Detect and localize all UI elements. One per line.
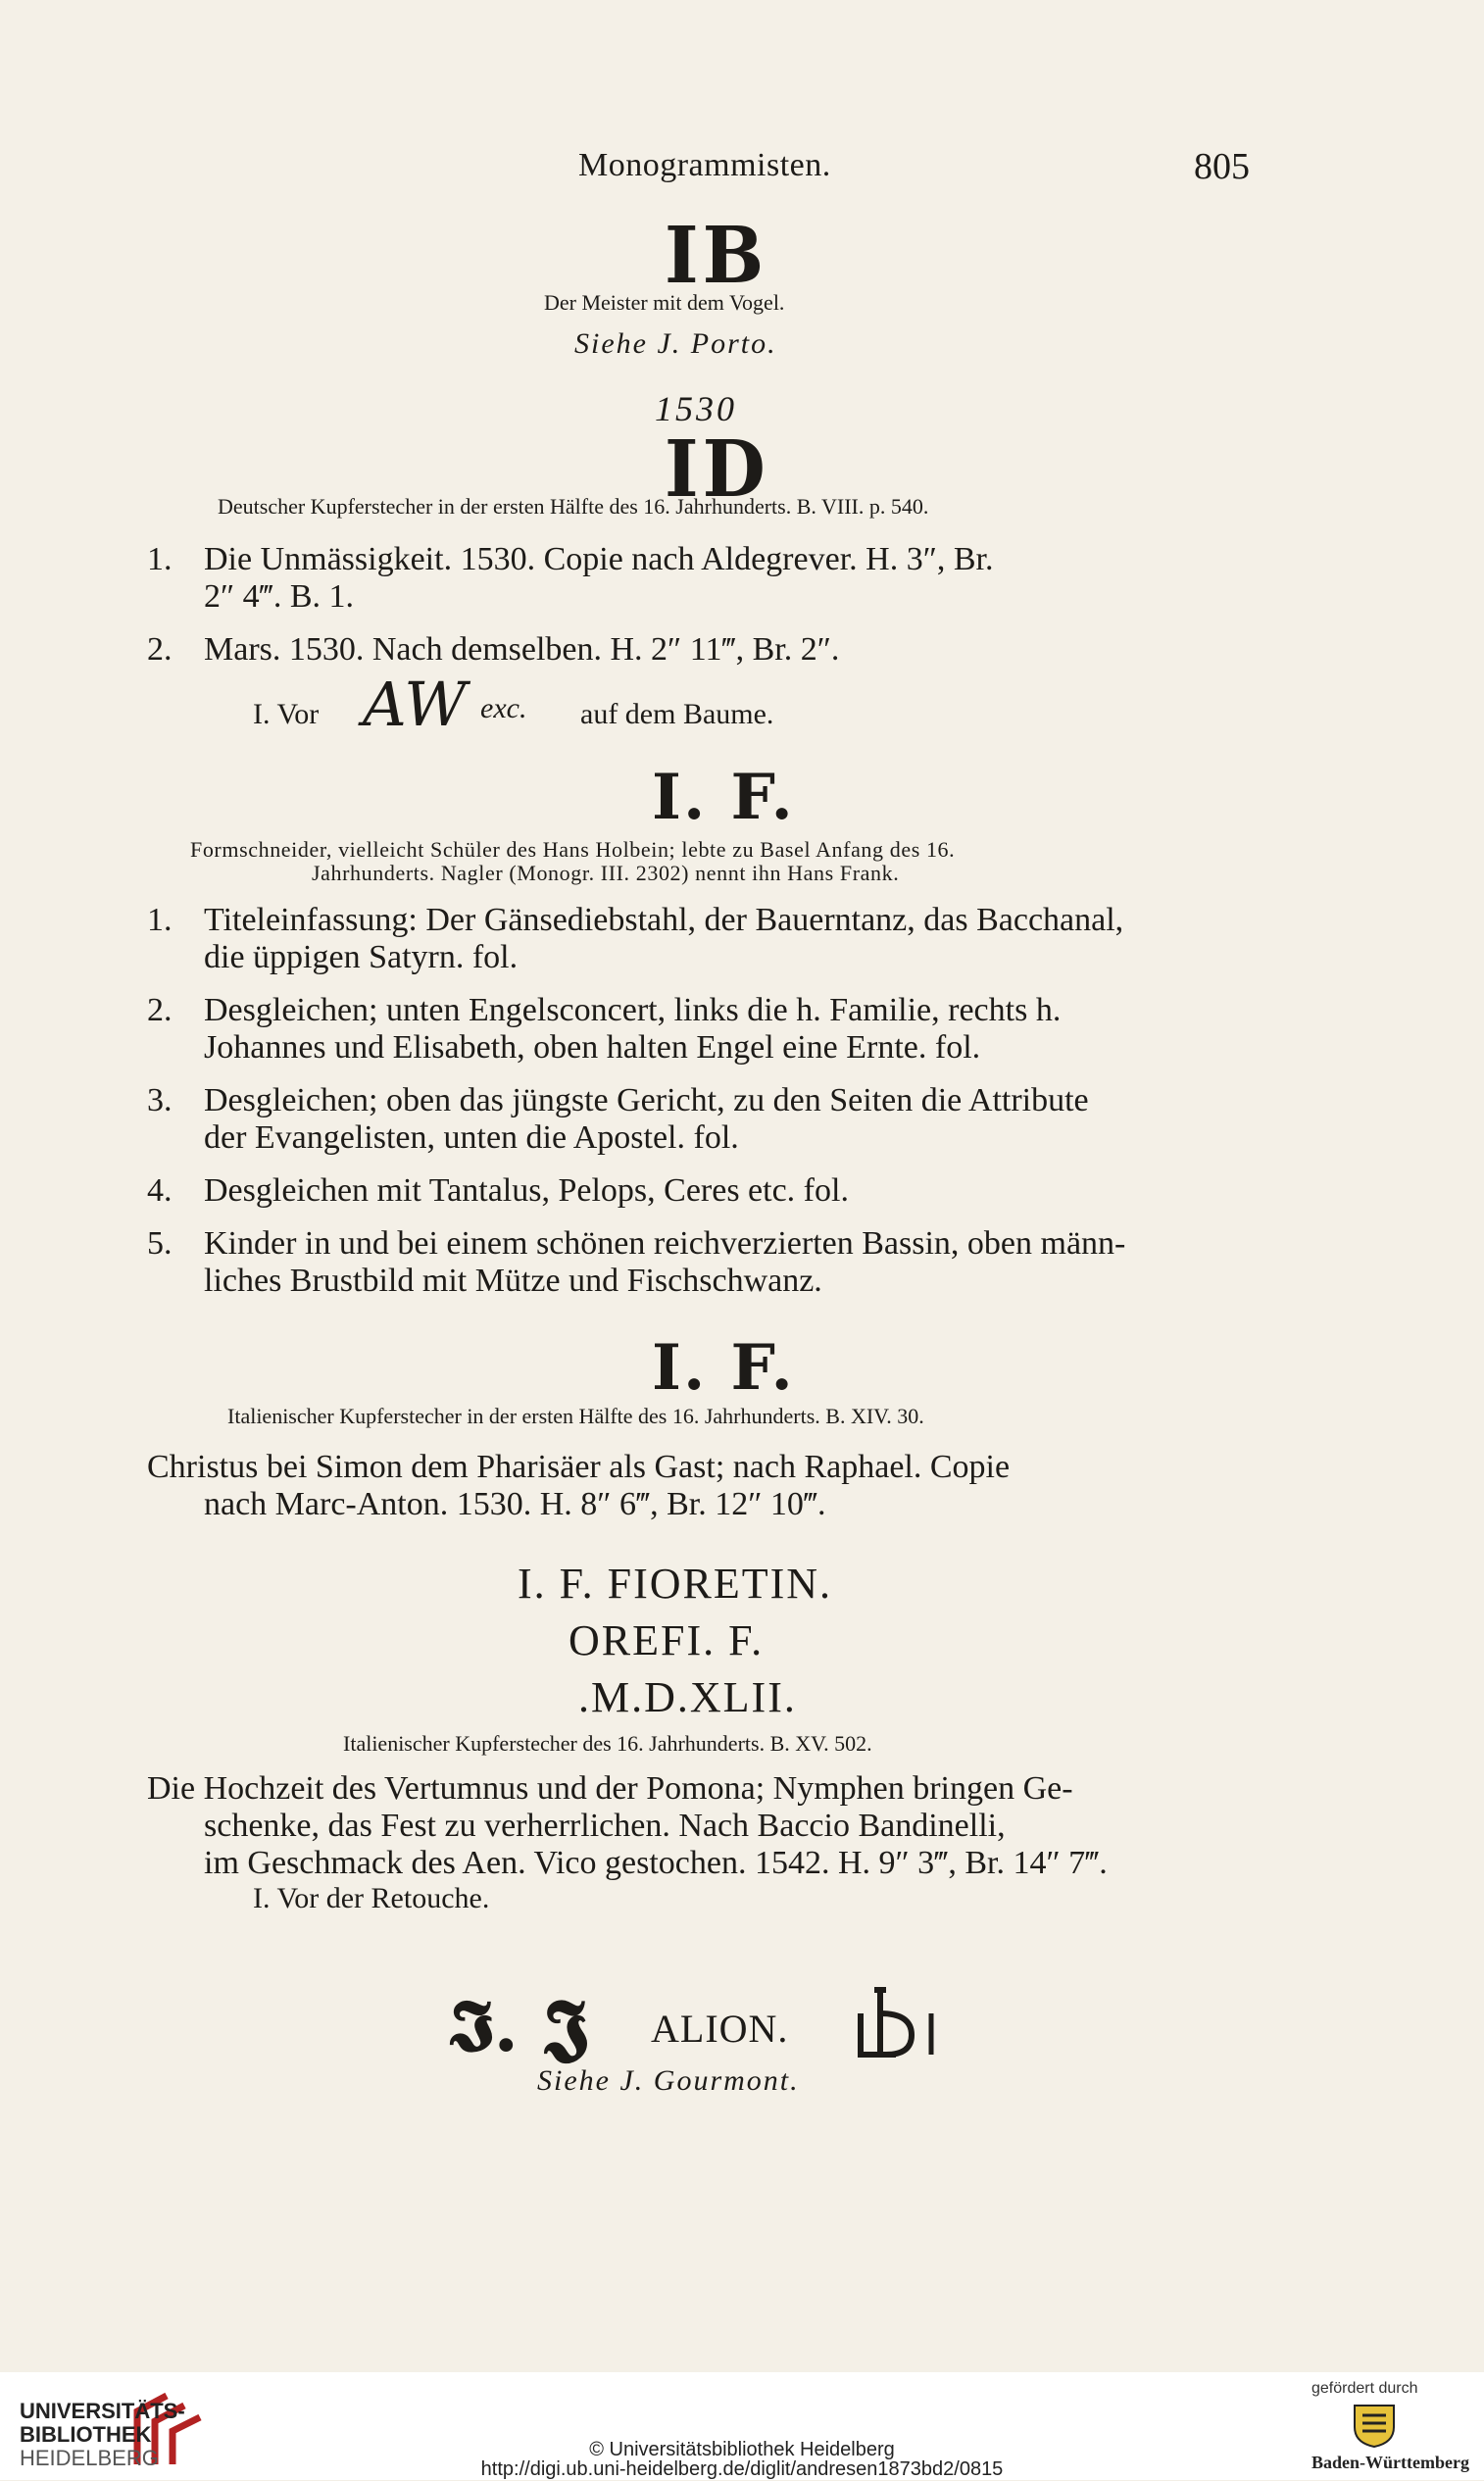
ib-see-reference: Siehe J. Porto. — [574, 327, 777, 360]
if-caption-line: Jahrhunderts. Nagler (Monogr. III. 2302) nennt ihn Hans Frank. — [312, 861, 900, 885]
fioretin-title-line: .M.D.XLII. — [578, 1673, 797, 1721]
entry-number: 1. — [147, 541, 173, 577]
state-suffix: auf dem Baume. — [580, 698, 774, 730]
entry-line: Titeleinfassung: Der Gänsediebstahl, der Bauerntanz, das Bacchanal, — [204, 902, 1124, 938]
entry-line: im Geschmack des Aen. Vico gestochen. 1542. H. 9″ 3‴, Br. 14″ 7‴. — [204, 1845, 1108, 1881]
fioretin-title-line: OREFI. F. — [569, 1616, 765, 1664]
entry-line: die üppigen Satyrn. fol. — [204, 939, 519, 975]
entry-number: 3. — [147, 1082, 173, 1118]
id-caption: Deutscher Kupferstecher in der ersten Hälfte des 16. Jahrhunderts. B. VIII. p. 540. — [218, 494, 929, 519]
entry-number: 2. — [147, 992, 173, 1028]
running-header: Monogrammisten. — [578, 147, 831, 183]
entry-line: Johannes und Elisabeth, oben halten Engel eine Ernte. fol. — [204, 1029, 981, 1066]
fioretin-caption: Italienischer Kupferstecher des 16. Jahrhunderts. B. XV. 502. — [343, 1731, 872, 1756]
entry-number: 1. — [147, 902, 173, 938]
library-name-line: HEIDELBERG — [20, 2446, 159, 2470]
monogram-if: I. F. — [652, 1331, 795, 1405]
fioretin-title-line: I. F. FIORETIN. — [518, 1560, 833, 1608]
entry-line: 2″ 4‴. B. 1. — [204, 578, 354, 615]
entry-number: 2. — [147, 631, 173, 668]
alion-name: ALION. — [651, 2007, 789, 2051]
ib-caption: Der Meister mit dem Vogel. — [544, 290, 785, 315]
entry-line: Kinder in und bei einem schönen reichverzierten Bassin, oben männ- — [204, 1225, 1126, 1262]
entry-line: Die Hochzeit des Vertumnus und der Pomona; Nymphen bringen Ge- — [147, 1770, 1073, 1807]
funded-by-label: gefördert durch — [1311, 2380, 1418, 2397]
entry-line: Die Unmässigkeit. 1530. Copie nach Aldegrever. H. 3″, Br. — [204, 541, 994, 577]
alion-gothic-mark: 𝕴. 𝕵 — [449, 1984, 589, 2068]
baden-wuerttemberg-coat-of-arms-icon — [1345, 2402, 1404, 2449]
if2-caption: Italienischer Kupferstecher in der ersten Hälfte des 16. Jahrhunderts. B. XIV. 30. — [227, 1404, 924, 1428]
sponsor-name: Baden-Württemberg — [1311, 2453, 1469, 2472]
alion-see-reference: Siehe J. Gourmont. — [537, 2064, 800, 2097]
alion-ligature-mark-icon — [851, 1984, 949, 2062]
entry-line: schenke, das Fest zu verherrlichen. Nach Baccio Bandinelli, — [204, 1808, 1006, 1844]
if-caption-line: Formschneider, vielleicht Schüler des Hans Holbein; lebte zu Basel Anfang des 16. — [190, 837, 956, 862]
aw-signature-mark: AW — [363, 669, 467, 740]
entry-number: 4. — [147, 1172, 173, 1209]
page-number: 805 — [1194, 146, 1250, 187]
fioretin-state: I. Vor der Retouche. — [253, 1882, 490, 1914]
id-year: 1530 — [655, 389, 737, 428]
entry-line: der Evangelisten, unten die Apostel. fol. — [204, 1119, 739, 1156]
state-prefix: I. Vor — [253, 698, 320, 730]
entry-line: liches Brustbild mit Mütze und Fischschwanz. — [204, 1263, 822, 1299]
monogram-ib: IB — [665, 210, 768, 302]
entry-line: Desgleichen mit Tantalus, Pelops, Ceres etc. fol. — [204, 1172, 849, 1209]
monogram-if: I. F. — [652, 761, 795, 834]
entry-number: 5. — [147, 1225, 173, 1262]
library-name-line: UNIVERSITÄTS- — [20, 2399, 185, 2423]
library-name-line: BIBLIOTHEK — [20, 2422, 152, 2447]
monogram-id: ID — [665, 423, 769, 516]
entry-line: Desgleichen; unten Engelsconcert, links die h. Familie, rechts h. — [204, 992, 1062, 1028]
entry-line: Christus bei Simon dem Pharisäer als Gast; nach Raphael. Copie — [147, 1449, 1011, 1485]
permalink-url[interactable]: http://digi.ub.uni-heidelberg.de/diglit/andresen1873bd2/0815 — [480, 2458, 1004, 2480]
copyright-notice: © Universitätsbibliothek Heidelberg — [589, 2439, 895, 2460]
entry-line: nach Marc-Anton. 1530. H. 8″ 6‴, Br. 12″ 10‴. — [204, 1486, 826, 1522]
state-exc: exc. — [480, 692, 527, 724]
entry-line: Desgleichen; oben das jüngste Gericht, zu den Seiten die Attribute — [204, 1082, 1089, 1118]
entry-line: Mars. 1530. Nach demselben. H. 2″ 11‴, Br. 2″. — [204, 631, 840, 668]
